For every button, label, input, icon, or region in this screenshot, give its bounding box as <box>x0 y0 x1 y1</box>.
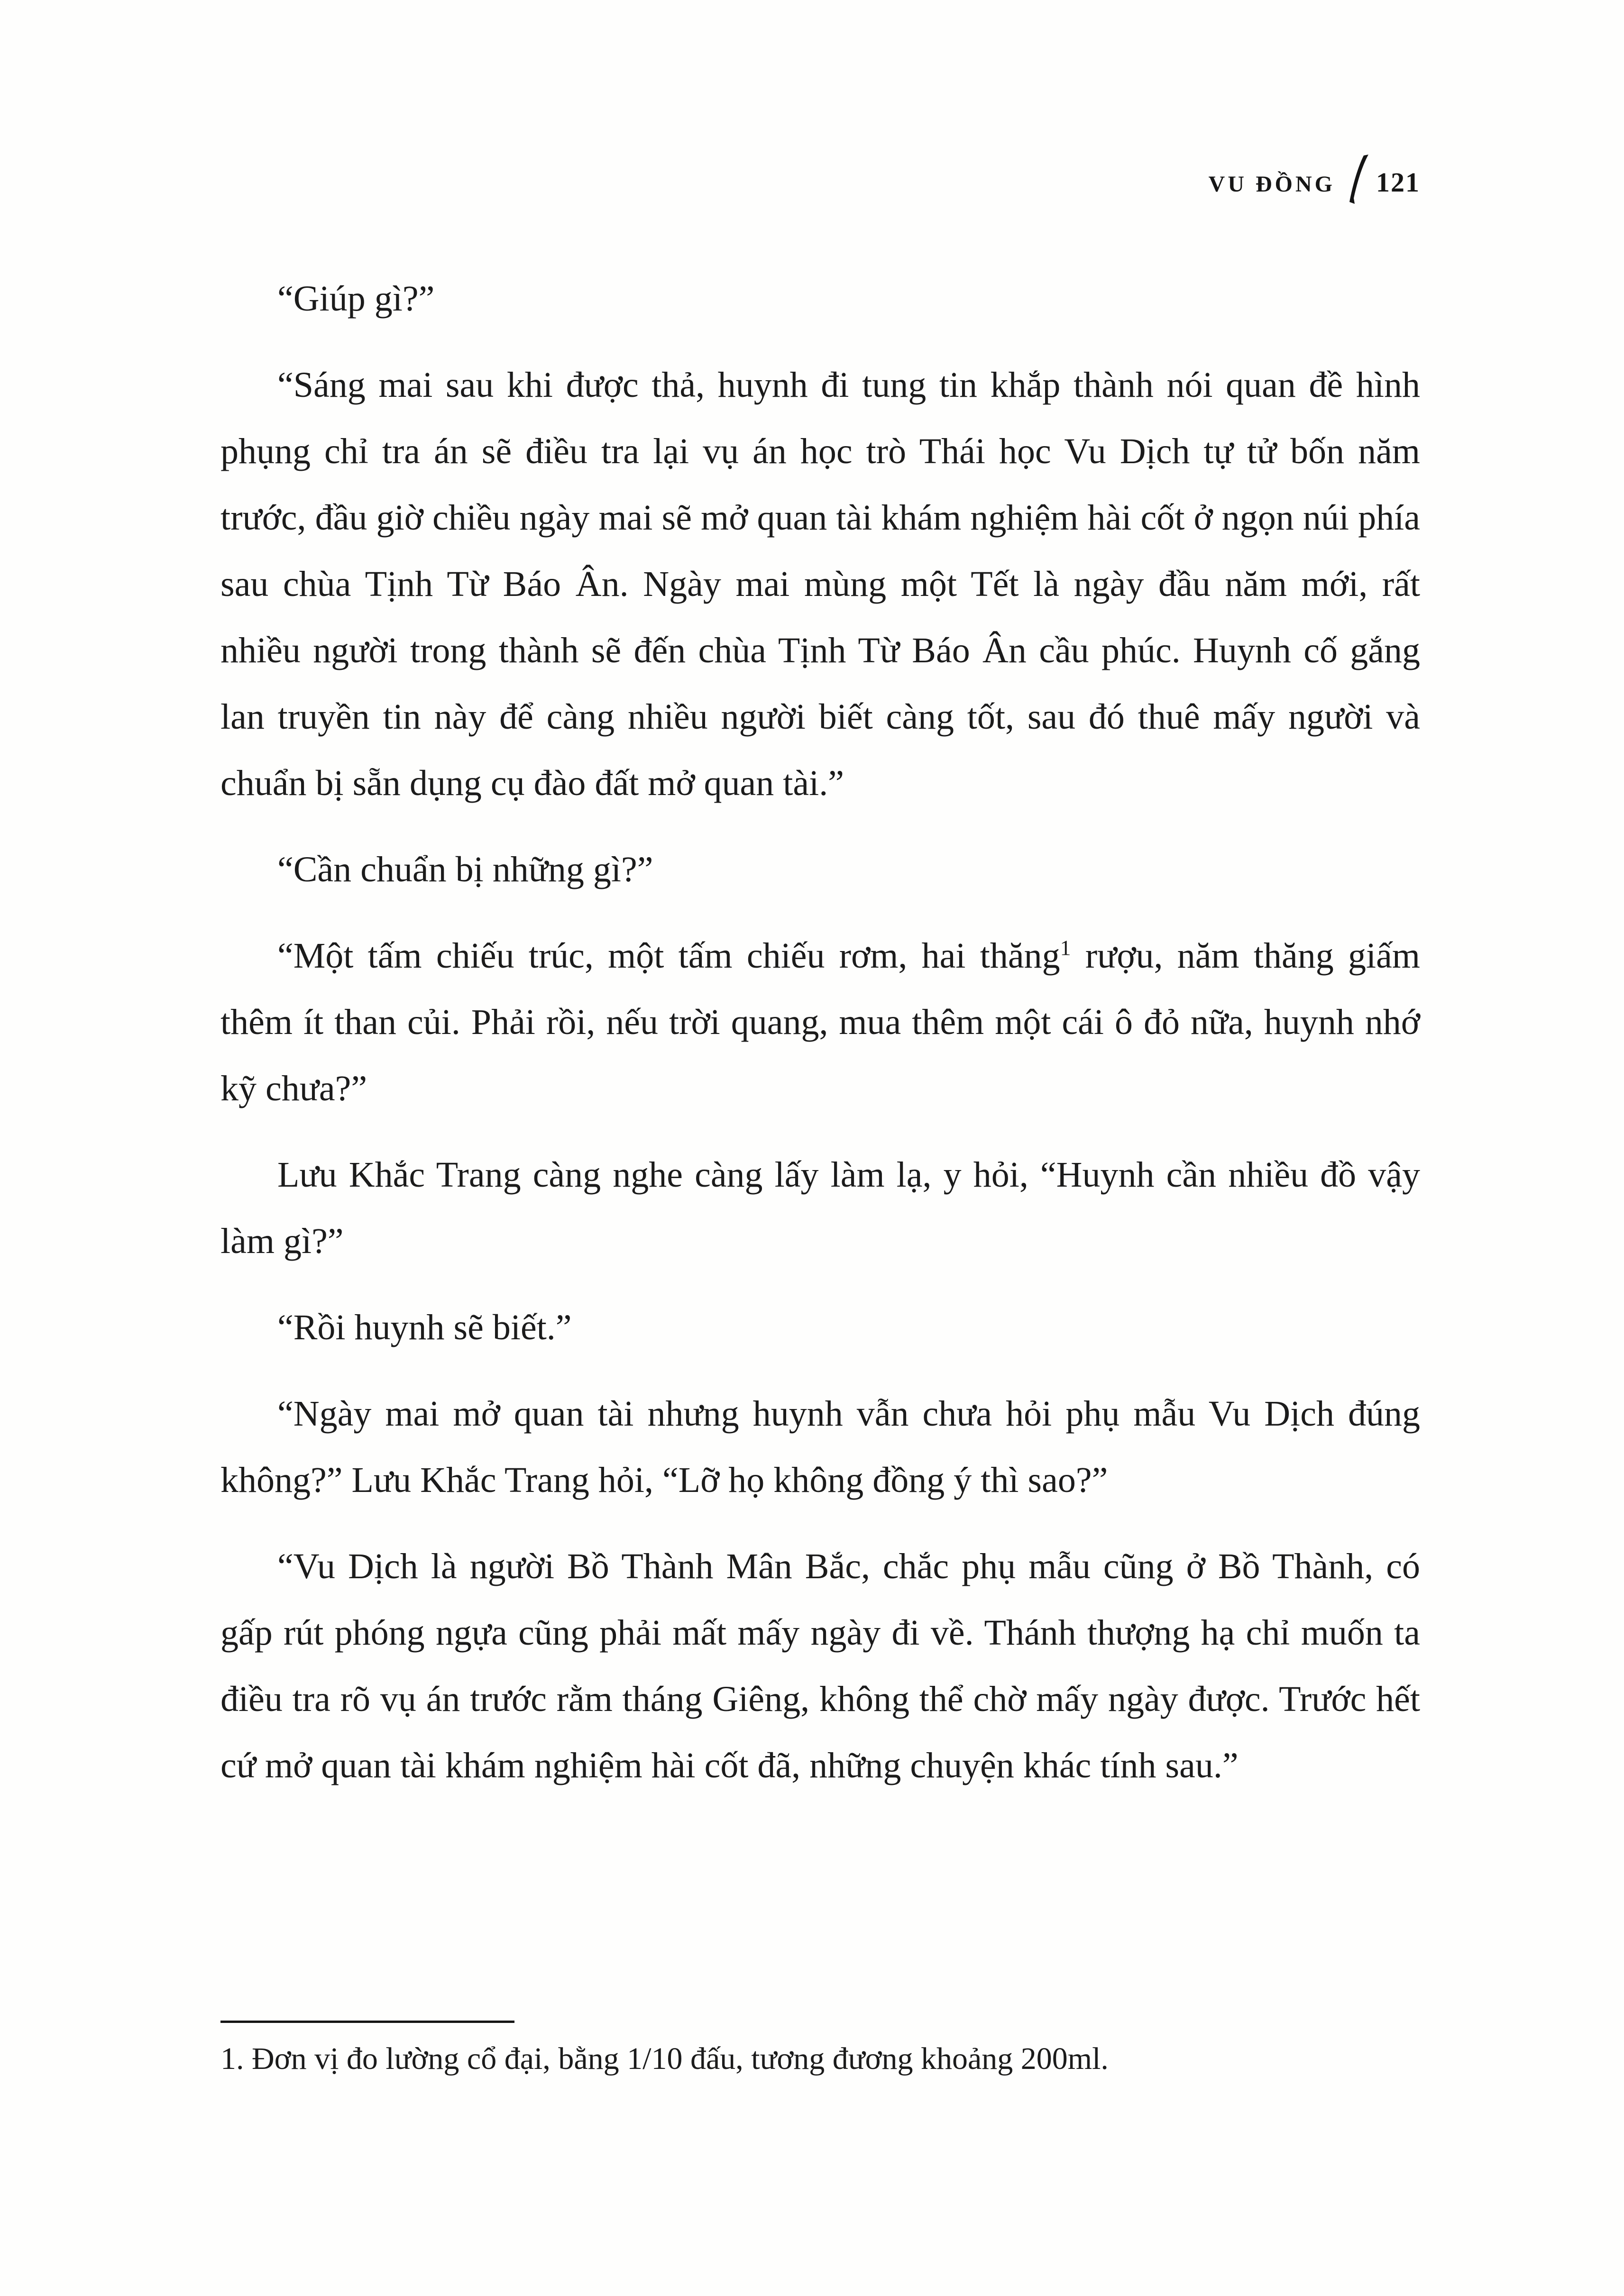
paragraph-dialogue: “Vu Dịch là người Bồ Thành Mân Bắc, chắc phụ mẫu cũng ở Bồ Thành, có gấp rút phóng ngựa cũng phải mất mấy ngày đi về. Thánh thượng hạ chỉ muốn ta điều tra rõ vụ án trước rằm tháng Giêng, không thể chờ mấy ngày được. Trước hết cứ mở quan tài khám nghiệm hài cốt đã, những chuyện khác tính sau.” <box>220 1546 1420 1785</box>
running-head <box>1209 142 1420 198</box>
footnote-area <box>220 2021 1420 2081</box>
slash-ornament-icon <box>1348 155 1369 204</box>
paragraph-dialogue-with-footnote <box>220 923 1420 1122</box>
paragraph-dialogue: “Rồi huynh sẽ biết.” <box>277 1308 572 1347</box>
paragraph-dialogue: “Giúp gì?” <box>277 279 435 319</box>
paragraph-segment: rượu, năm thăng giấm thêm ít than củi. Phải rồi, nếu trời quang, mua thêm một cái ô đỏ nữa, huynh nhớ kỹ chưa?” <box>220 936 1420 1108</box>
paragraph-narration: Lưu Khắc Trang càng nghe càng lấy làm lạ, y hỏi, “Huynh cần nhiều đồ vậy làm gì?” <box>220 1155 1420 1261</box>
footnote-divider <box>220 2021 514 2023</box>
body-text <box>220 265 1420 1819</box>
paragraph-dialogue: “Cần chuẩn bị những gì?” <box>277 850 653 889</box>
running-head-title: VU ĐỒNG <box>1208 172 1335 197</box>
page-number: 121 <box>1376 167 1420 198</box>
paragraph-segment: “Một tấm chiếu trúc, một tấm chiếu rơm, hai thăng <box>277 936 1060 976</box>
paragraph-dialogue: “Sáng mai sau khi được thả, huynh đi tung tin khắp thành nói quan đề hình phụng chỉ tra án sẽ điều tra lại vụ án học trò Thái học Vu Dịch tự tử bốn năm trước, đầu giờ chiều ngày mai sẽ mở quan tài khám nghiệm hài cốt ở ngọn núi phía sau chùa Tịnh Từ Báo Ân. Ngày mai mùng một Tết là ngày đầu năm mới, rất nhiều người trong thành sẽ đến chùa Tịnh Từ Báo Ân cầu phúc. Huynh cố gắng lan truyền tin này để càng nhiều người biết càng tốt, sau đó thuê mấy người và chuẩn bị sẵn dụng cụ đào đất mở quan tài.” <box>220 365 1420 803</box>
paragraph-dialogue: “Ngày mai mở quan tài nhưng huynh vẫn chưa hỏi phụ mẫu Vu Dịch đúng không?” Lưu Khắc Trang hỏi, “Lỡ họ không đồng ý thì sao?” <box>220 1394 1420 1500</box>
footnote-reference: 1 <box>1060 935 1071 960</box>
footnote-text: 1. Đơn vị đo lường cổ đại, bằng 1/10 đấu, tương đương khoảng 200ml. <box>220 2041 1109 2076</box>
